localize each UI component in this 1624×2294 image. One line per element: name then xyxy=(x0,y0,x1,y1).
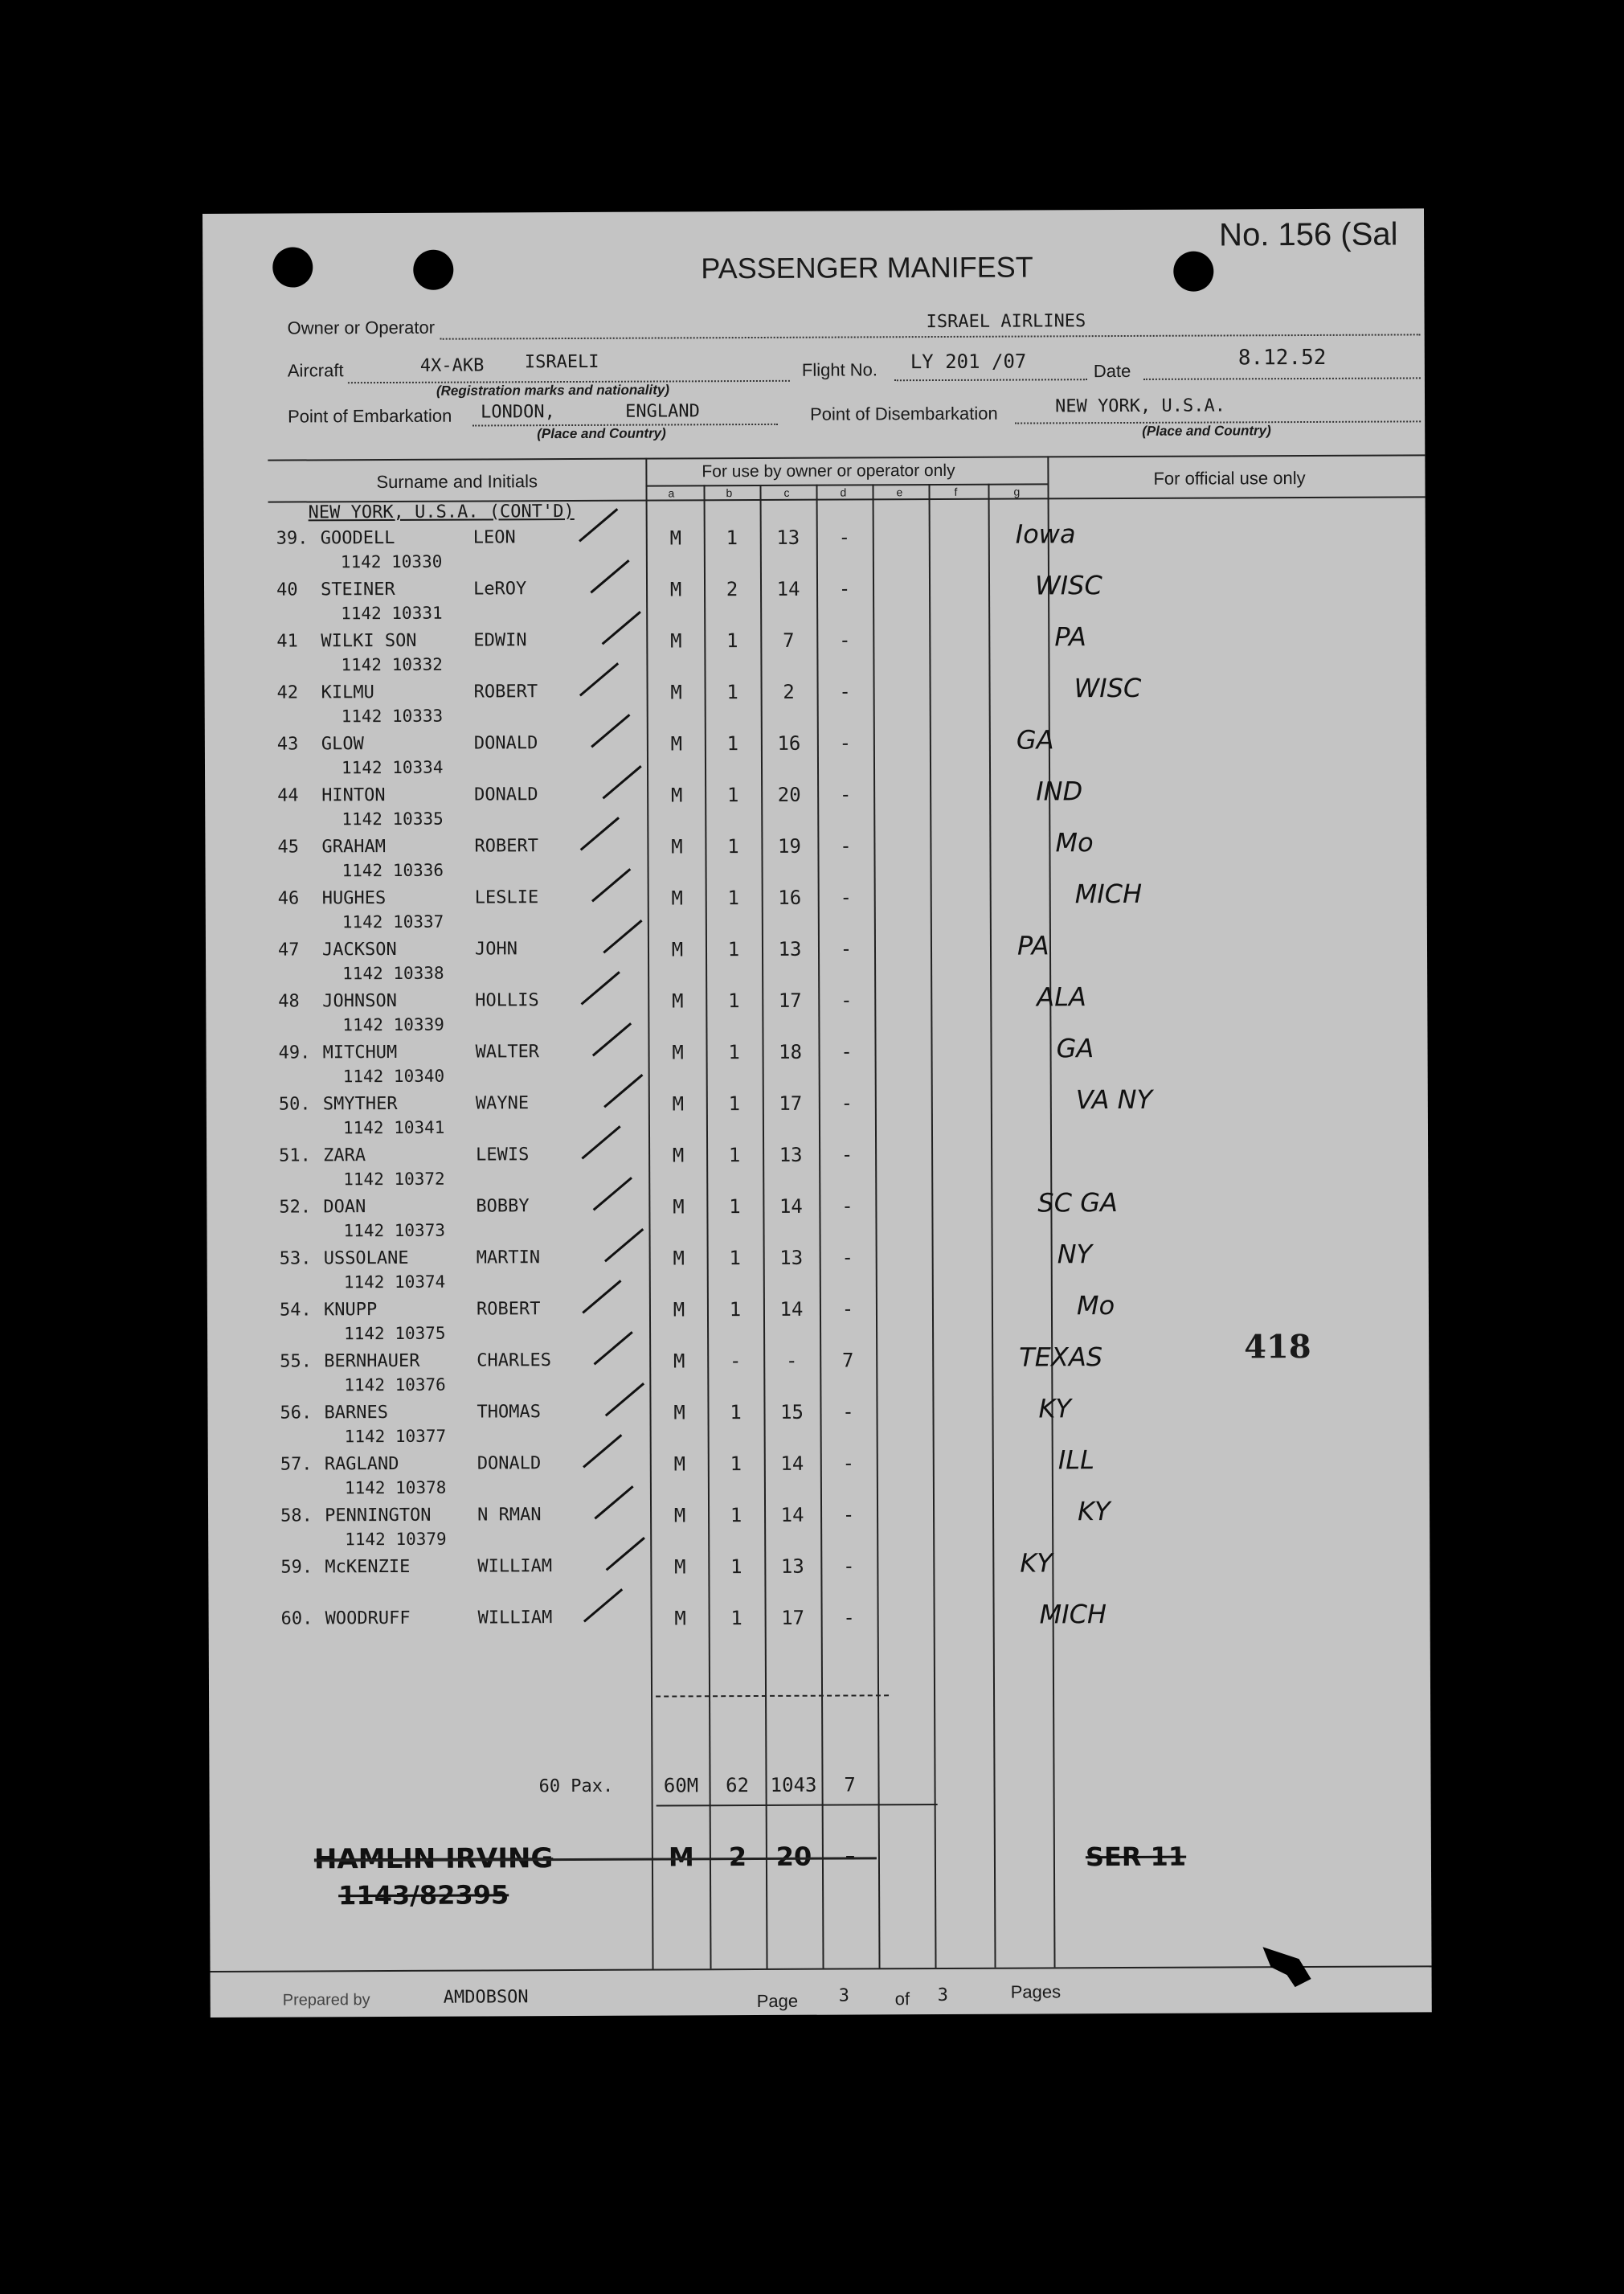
cell-c: 14 xyxy=(780,1452,804,1475)
cell-a: M xyxy=(672,1144,685,1167)
owner-value: ISRAEL AIRLINES xyxy=(926,311,1086,333)
cell-a: M xyxy=(673,1247,685,1270)
passenger-surname: ZARA xyxy=(323,1145,366,1166)
cell-c: 2 xyxy=(783,680,795,703)
subcol-a: a xyxy=(668,486,675,500)
subcol-f: f xyxy=(954,485,958,498)
aircraft-value: 4X-AKB xyxy=(419,355,485,376)
subcol-b: b xyxy=(726,486,733,500)
row-number: 46 xyxy=(277,888,300,909)
official-stamp-number: 418 xyxy=(1244,1327,1311,1366)
cell-d: - xyxy=(839,629,851,652)
check-mark xyxy=(603,1074,643,1108)
state-annotation: GA xyxy=(1056,1033,1094,1064)
col-owner-header: For use by owner or operator only xyxy=(702,461,955,481)
state-annotation: PA xyxy=(1054,621,1086,653)
state-annotation: PA xyxy=(1017,930,1049,961)
col-name-header: Surname and Initials xyxy=(376,471,538,493)
passenger-given-name: DONALD xyxy=(473,733,538,754)
cell-a: M xyxy=(670,732,683,756)
flight-label: Flight No. xyxy=(801,359,878,380)
cell-c: 13 xyxy=(778,937,802,961)
check-mark xyxy=(591,714,630,748)
ticket-number: 1142 10376 xyxy=(344,1374,446,1395)
cell-b: 1 xyxy=(727,835,739,858)
cell-c: 18 xyxy=(779,1040,803,1063)
subcol-d: d xyxy=(840,485,847,499)
cell-a: M xyxy=(673,1401,685,1424)
cell-d: - xyxy=(840,989,853,1012)
check-mark xyxy=(592,1022,632,1056)
col-divider-c xyxy=(759,485,767,1968)
row-number: 47 xyxy=(277,940,300,961)
row-number: 60. xyxy=(280,1608,313,1629)
ticket-number: 1142 10378 xyxy=(344,1477,447,1498)
cell-d: - xyxy=(839,680,851,703)
check-mark xyxy=(605,1383,644,1416)
cell-c: - xyxy=(785,1349,798,1372)
ticket-number: 1142 10373 xyxy=(343,1220,446,1241)
cell-b: 1 xyxy=(730,1504,742,1527)
cell-a: M xyxy=(669,526,682,550)
check-mark xyxy=(602,765,641,799)
cell-a: M xyxy=(673,1298,685,1321)
check-mark xyxy=(594,1331,633,1365)
disembark-label: Point of Disembarkation xyxy=(810,403,998,424)
cell-d: - xyxy=(843,1555,855,1578)
passenger-given-name: WALTER xyxy=(475,1042,540,1063)
state-annotation: TEXAS xyxy=(1019,1342,1103,1373)
total-c: 1043 xyxy=(770,1773,817,1796)
page-label: Page xyxy=(756,1990,799,2012)
passenger-given-name: N RMAN xyxy=(477,1505,542,1526)
cell-c: 16 xyxy=(778,886,802,909)
cell-d: - xyxy=(841,1143,853,1166)
cell-a: M xyxy=(673,1452,686,1476)
check-mark xyxy=(579,508,618,542)
passenger-given-name: LeROY xyxy=(472,579,527,600)
cell-b: 1 xyxy=(728,1041,740,1064)
passenger-surname: JACKSON xyxy=(321,939,397,961)
cell-c: 7 xyxy=(783,629,795,652)
ticket-number: 1142 10334 xyxy=(341,757,444,778)
cell-d: - xyxy=(839,731,852,755)
pages-label: Pages xyxy=(1010,1981,1062,2002)
check-mark xyxy=(603,920,642,953)
row-number: 53. xyxy=(279,1248,312,1269)
state-annotation: WISC xyxy=(1074,672,1142,704)
cell-b: 2 xyxy=(726,578,738,601)
check-mark xyxy=(593,1177,632,1210)
flight-value: LY 201 /07 xyxy=(910,350,1027,374)
registration-note: (Registration marks and nationality) xyxy=(436,382,670,399)
state-annotation: SC GA xyxy=(1037,1187,1118,1219)
state-annotation: KY xyxy=(1077,1496,1111,1527)
check-mark xyxy=(580,817,620,850)
cell-c: 17 xyxy=(779,1092,803,1115)
cell-d: - xyxy=(841,1194,853,1218)
struck-official-note: SER 11 xyxy=(1085,1841,1187,1873)
row-number: 58. xyxy=(280,1505,313,1526)
punch-hole xyxy=(1173,252,1213,292)
row-number: 45 xyxy=(277,837,299,858)
cell-d: - xyxy=(838,577,851,600)
cell-b: 1 xyxy=(730,1401,742,1424)
cell-a: M xyxy=(673,1195,685,1219)
cell-d: - xyxy=(838,526,851,549)
ticket-number: 1142 10331 xyxy=(341,603,443,624)
passenger-surname: STEINER xyxy=(320,579,395,600)
passenger-given-name: HOLLIS xyxy=(475,990,539,1011)
prepared-value: AMDOBSON xyxy=(443,1987,529,2008)
struck-value-c: 20 xyxy=(775,1841,812,1872)
passenger-given-name: WAYNE xyxy=(475,1093,530,1114)
cell-c: 20 xyxy=(777,783,801,806)
passenger-surname: KILMU xyxy=(321,682,374,703)
embark-country: ENGLAND xyxy=(625,401,700,422)
passenger-surname: GOODELL xyxy=(320,527,395,549)
ticket-number: 1142 10338 xyxy=(342,963,444,984)
cell-d: - xyxy=(843,1606,855,1629)
owner-label: Owner or Operator xyxy=(287,317,436,338)
passenger-given-name: LESLIE xyxy=(474,887,539,908)
col-divider-g xyxy=(988,484,996,1968)
owner-line xyxy=(440,334,1421,339)
page-title: PASSENGER MANIFEST xyxy=(701,250,1033,285)
state-annotation: WISC xyxy=(1034,570,1102,601)
ticket-number: 1142 10377 xyxy=(344,1426,447,1447)
ticket-number: 1142 10379 xyxy=(345,1529,447,1550)
cell-b: 1 xyxy=(727,887,739,910)
subcol-g: g xyxy=(1013,485,1021,498)
row-number: 41 xyxy=(276,631,298,652)
date-value: 8.12.52 xyxy=(1237,345,1327,371)
totals-dash-rule xyxy=(656,1694,889,1697)
ticket-number: 1142 10375 xyxy=(344,1323,446,1344)
struck-passenger-name: HAMLIN IRVING xyxy=(313,1842,554,1876)
torn-corner-mark xyxy=(1254,1931,1327,2003)
cell-a: M xyxy=(670,681,682,704)
row-number: 40 xyxy=(276,580,298,600)
passenger-surname: HINTON xyxy=(321,785,386,806)
cell-d: - xyxy=(839,783,852,806)
passenger-surname: BERNHAUER xyxy=(324,1350,420,1372)
row-number: 51. xyxy=(279,1145,311,1166)
cell-c: 14 xyxy=(779,1194,803,1218)
check-mark xyxy=(594,1485,633,1519)
cell-a: M xyxy=(669,578,682,601)
cell-d: - xyxy=(842,1503,855,1526)
passenger-given-name: MARTIN xyxy=(476,1247,541,1268)
check-mark xyxy=(591,868,631,902)
embark-city: LONDON, xyxy=(481,402,555,423)
passenger-surname: USSOLANE xyxy=(323,1247,409,1269)
ticket-number: 1142 10332 xyxy=(341,654,443,675)
date-label: Date xyxy=(1093,360,1131,382)
cell-d: - xyxy=(841,1040,853,1063)
cell-c: 17 xyxy=(778,989,802,1012)
passenger-surname: DOAN xyxy=(323,1197,366,1218)
check-mark xyxy=(583,1434,622,1468)
ticket-number: 1142 10337 xyxy=(342,911,444,932)
cell-a: M xyxy=(671,989,684,1013)
punch-hole xyxy=(413,250,453,290)
struck-passenger-ticket: 1143/82395 xyxy=(338,1879,509,1911)
state-annotation: NY xyxy=(1057,1239,1093,1270)
cell-c: 13 xyxy=(780,1555,804,1578)
check-mark xyxy=(581,1125,620,1159)
passenger-surname: WILKI SON xyxy=(321,630,417,652)
row-number: 59. xyxy=(280,1557,313,1578)
disembark-place-note: (Place and Country) xyxy=(1142,423,1271,439)
cell-b: 1 xyxy=(730,1607,742,1630)
passenger-given-name: EDWIN xyxy=(473,630,527,651)
col-divider-d xyxy=(816,485,824,1968)
state-annotation: Mo xyxy=(1076,1290,1115,1321)
passenger-given-name: WILLIAM xyxy=(477,1608,553,1628)
check-mark xyxy=(606,1537,645,1571)
cell-a: M xyxy=(674,1607,686,1630)
cell-c: 15 xyxy=(779,1400,804,1424)
footer-rule xyxy=(211,1965,1432,1972)
col-official-header: For official use only xyxy=(1153,468,1306,489)
cell-b: 1 xyxy=(730,1555,742,1579)
subcol-c: c xyxy=(783,485,790,499)
cell-a: M xyxy=(670,629,682,653)
passenger-given-name: THOMAS xyxy=(477,1402,542,1423)
passenger-surname: GRAHAM xyxy=(321,837,386,858)
col-divider-b xyxy=(703,485,711,1968)
embark-label: Point of Embarkation xyxy=(288,405,452,427)
ticket-number: 1142 10335 xyxy=(342,809,444,830)
passenger-surname: SMYTHER xyxy=(322,1093,398,1115)
cell-b: 1 xyxy=(728,1092,741,1116)
cell-c: 14 xyxy=(779,1297,804,1321)
row-number: 57. xyxy=(280,1454,313,1475)
of-value: 3 xyxy=(937,1985,948,2006)
cell-d: - xyxy=(842,1400,854,1424)
passenger-given-name: LEON xyxy=(472,527,516,548)
state-annotation: GA xyxy=(1016,724,1054,756)
row-number: 44 xyxy=(277,785,299,806)
check-mark xyxy=(602,611,641,645)
section-heading: NEW YORK, U.S.A. (CONT'D) xyxy=(308,501,575,523)
state-annotation: MICH xyxy=(1074,878,1143,910)
cell-c: 16 xyxy=(777,731,801,755)
row-number: 52. xyxy=(279,1197,312,1218)
cell-b: 1 xyxy=(728,1144,741,1167)
cell-c: 19 xyxy=(777,834,801,858)
state-annotation: KY xyxy=(1038,1393,1072,1424)
cell-d: - xyxy=(842,1452,855,1475)
ticket-number: 1142 10336 xyxy=(342,860,444,881)
cell-b: 1 xyxy=(729,1298,742,1321)
cell-c: 17 xyxy=(781,1606,805,1629)
row-number: 42 xyxy=(276,682,299,703)
passenger-surname: PENNINGTON xyxy=(325,1505,432,1526)
cell-a: M xyxy=(672,1092,685,1116)
cell-c: 14 xyxy=(776,577,800,600)
embark-place-note: (Place and Country) xyxy=(537,425,666,442)
subcol-rule xyxy=(645,483,1047,486)
cell-a: M xyxy=(671,938,684,961)
passenger-surname: HUGHES xyxy=(321,888,387,909)
cell-d: - xyxy=(840,886,852,909)
ticket-number: 1142 10372 xyxy=(343,1169,445,1190)
col-divider-e xyxy=(872,484,880,1968)
row-number: 48 xyxy=(278,991,300,1012)
cell-a: M xyxy=(674,1555,686,1579)
totals-rule xyxy=(657,1804,938,1807)
cell-b: 1 xyxy=(729,1247,741,1270)
row-number: 39. xyxy=(276,528,309,549)
cell-c: 13 xyxy=(779,1246,804,1269)
passenger-surname: WOODRUFF xyxy=(325,1608,411,1629)
passenger-surname: MITCHUM xyxy=(322,1042,398,1063)
passenger-given-name: ROBERT xyxy=(474,836,538,857)
passenger-given-name: CHARLES xyxy=(477,1350,552,1371)
cell-a: M xyxy=(670,784,683,807)
state-annotation: Iowa xyxy=(1015,518,1076,550)
check-mark xyxy=(590,559,629,593)
cell-a: M xyxy=(673,1350,685,1373)
passenger-surname: BARNES xyxy=(324,1403,389,1424)
passenger-given-name: ROBERT xyxy=(476,1299,541,1320)
cell-d: - xyxy=(840,937,853,961)
cell-b: 1 xyxy=(730,1452,742,1476)
state-annotation: Mo xyxy=(1055,827,1094,858)
passenger-given-name: BOBBY xyxy=(476,1196,530,1217)
row-number: 54. xyxy=(279,1300,312,1321)
cell-b: 1 xyxy=(726,629,738,653)
passenger-surname: RAGLAND xyxy=(324,1453,399,1475)
passenger-surname: McKENZIE xyxy=(325,1556,411,1578)
nationality-value: ISRAELI xyxy=(524,351,599,373)
passenger-given-name: LEWIS xyxy=(476,1145,530,1165)
check-mark xyxy=(581,971,620,1005)
document-number: No. 156 (Sal xyxy=(1219,216,1398,253)
row-number: 55. xyxy=(280,1351,313,1372)
cell-c: 14 xyxy=(780,1503,804,1526)
ticket-number: 1142 10333 xyxy=(341,706,444,727)
cell-b: 1 xyxy=(727,989,740,1013)
state-annotation: MICH xyxy=(1039,1599,1107,1630)
cell-a: M xyxy=(673,1504,686,1527)
cell-b: 1 xyxy=(726,732,739,756)
check-mark xyxy=(582,1280,621,1313)
struck-value-a: M xyxy=(668,1841,694,1873)
cell-c: 13 xyxy=(779,1143,803,1166)
state-annotation: ILL xyxy=(1057,1444,1094,1476)
ticket-number: 1142 10330 xyxy=(340,551,443,572)
totals-label: 60 Pax. xyxy=(538,1776,614,1797)
state-annotation: ALA xyxy=(1037,981,1086,1013)
passenger-given-name: JOHN xyxy=(474,939,518,960)
struck-value-b: 2 xyxy=(728,1841,747,1873)
passenger-given-name: WILLIAM xyxy=(477,1556,553,1577)
cell-d: - xyxy=(841,1297,854,1321)
cell-a: M xyxy=(671,887,684,910)
cell-a: M xyxy=(672,1041,684,1064)
cell-a: M xyxy=(671,835,683,858)
cell-c: 13 xyxy=(776,526,800,549)
cell-b: 1 xyxy=(726,681,738,704)
prepared-label: Prepared by xyxy=(282,1991,370,2009)
cell-d: - xyxy=(841,1092,853,1115)
flight-line xyxy=(894,379,1087,381)
of-label: of xyxy=(894,1989,910,2009)
check-mark xyxy=(579,662,619,696)
check-mark xyxy=(583,1588,623,1622)
row-number: 56. xyxy=(280,1403,313,1424)
table-top-rule xyxy=(268,454,1425,461)
total-d: 7 xyxy=(844,1773,856,1796)
passenger-surname: GLOW xyxy=(321,734,364,755)
total-b: 62 xyxy=(726,1774,750,1797)
check-mark xyxy=(604,1228,644,1262)
row-number: 50. xyxy=(278,1094,311,1115)
state-annotation: IND xyxy=(1036,776,1083,807)
total-a: 60M xyxy=(663,1774,699,1797)
cell-d: 7 xyxy=(841,1349,854,1372)
manifest-sheet xyxy=(202,208,1432,2017)
row-number: 49. xyxy=(278,1043,311,1063)
cell-b: 1 xyxy=(729,1195,741,1219)
subcol-e: e xyxy=(896,485,903,499)
cell-b: 1 xyxy=(726,784,739,807)
ticket-number: 1142 10339 xyxy=(342,1014,444,1035)
passenger-given-name: ROBERT xyxy=(473,682,538,703)
struck-value-d: - xyxy=(845,1841,856,1872)
passenger-surname: JOHNSON xyxy=(322,990,398,1012)
state-annotation: VA NY xyxy=(1075,1084,1153,1116)
cell-b: - xyxy=(729,1350,742,1373)
passenger-given-name: DONALD xyxy=(477,1453,542,1474)
passenger-surname: KNUPP xyxy=(323,1300,378,1321)
date-line xyxy=(1143,377,1421,380)
ticket-number: 1142 10341 xyxy=(342,1117,445,1138)
cell-b: 1 xyxy=(726,526,738,550)
ticket-number: 1142 10374 xyxy=(343,1272,446,1292)
cell-b: 1 xyxy=(727,938,740,961)
cell-d: - xyxy=(841,1246,853,1269)
aircraft-label: Aircraft xyxy=(287,360,344,381)
cell-d: - xyxy=(840,834,852,858)
disembark-value: NEW YORK, U.S.A. xyxy=(1055,395,1226,417)
col-divider-f xyxy=(928,484,936,1968)
punch-hole xyxy=(272,247,313,287)
row-number: 43 xyxy=(276,734,299,755)
page-value: 3 xyxy=(838,1985,849,2006)
state-annotation: KY xyxy=(1020,1547,1053,1579)
passenger-given-name: DONALD xyxy=(474,784,538,805)
ticket-number: 1142 10340 xyxy=(342,1066,445,1087)
